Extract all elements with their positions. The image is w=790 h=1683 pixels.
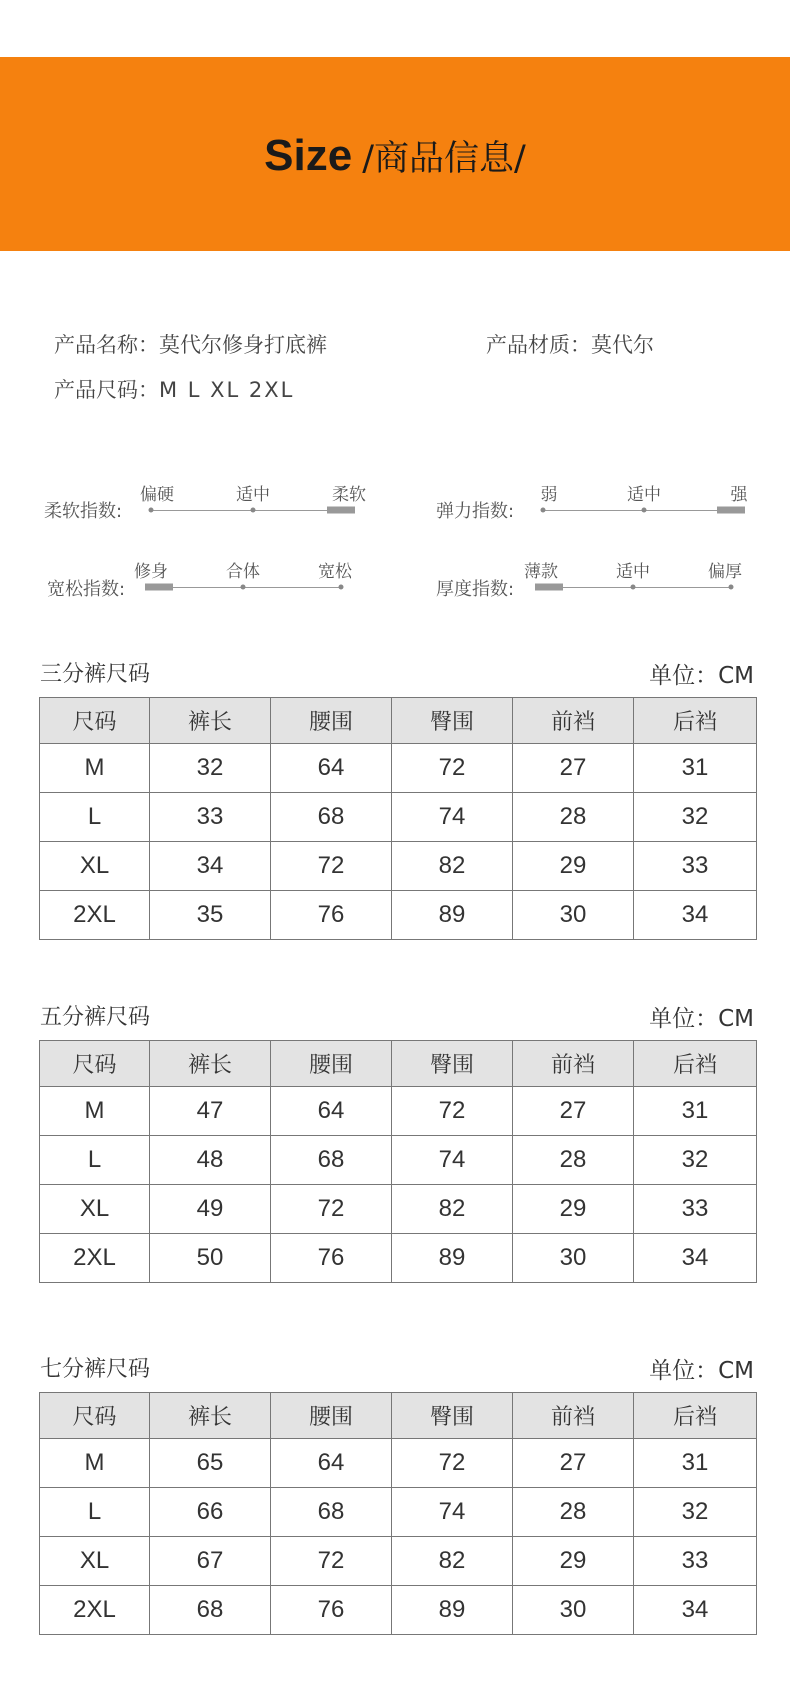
table-cell: 72	[271, 842, 392, 891]
index-option: 强	[730, 485, 748, 505]
table-header-cell: 后裆	[634, 698, 757, 744]
table-cell: 72	[271, 1185, 392, 1234]
table-cell: 72	[271, 1537, 392, 1586]
index-option: 柔软	[332, 485, 366, 505]
table-header-cell: 前裆	[513, 1041, 634, 1087]
table-cell: 33	[150, 793, 271, 842]
table-cell: 31	[634, 1087, 757, 1136]
table-cell: XL	[40, 1185, 150, 1234]
table-header-cell: 裤长	[150, 1041, 271, 1087]
table-cell: 68	[150, 1586, 271, 1635]
table-header-cell: 尺码	[40, 1041, 150, 1087]
table-cell: 82	[392, 1537, 513, 1586]
table-row	[40, 1537, 757, 1586]
table-cell: 89	[392, 1234, 513, 1283]
index-selected-marker	[327, 507, 355, 514]
table-cell: 28	[513, 1488, 634, 1537]
table-header-cell: 尺码	[40, 698, 150, 744]
table-cell: 68	[271, 1136, 392, 1185]
table-cell: 76	[271, 891, 392, 940]
table-cell: 49	[150, 1185, 271, 1234]
product-name-value: 莫代尔修身打底裤	[159, 333, 327, 357]
index-option: 适中	[616, 562, 650, 582]
table-cell: 35	[150, 891, 271, 940]
size-table	[39, 1392, 757, 1635]
table-cell: 31	[634, 744, 757, 793]
table-header-row	[40, 698, 757, 744]
table-cell: 64	[271, 1439, 392, 1488]
table-header-cell: 腰围	[271, 698, 392, 744]
table-row	[40, 1234, 757, 1283]
table-cell: 34	[634, 1234, 757, 1283]
index-option: 修身	[134, 562, 168, 582]
table-cell: 27	[513, 1439, 634, 1488]
table-cell: 68	[271, 793, 392, 842]
table-cell: XL	[40, 1537, 150, 1586]
table-row	[40, 1087, 757, 1136]
table-cell: 28	[513, 793, 634, 842]
table-cell: 33	[634, 842, 757, 891]
table-header-cell: 臀围	[392, 1041, 513, 1087]
table-row	[40, 1439, 757, 1488]
index-selected-marker	[145, 584, 173, 591]
index-dot	[541, 508, 546, 513]
table-row	[40, 1586, 757, 1635]
table-header-row	[40, 1393, 757, 1439]
table-cell: 67	[150, 1537, 271, 1586]
table-cell: XL	[40, 842, 150, 891]
table-cell: 32	[634, 1488, 757, 1537]
index-label: 柔软指数:	[44, 501, 123, 522]
table-cell: 72	[392, 1439, 513, 1488]
table-cell: 34	[634, 891, 757, 940]
table-cell: 30	[513, 1234, 634, 1283]
table-cell: L	[40, 1136, 150, 1185]
product-name-label: 产品名称：	[54, 333, 159, 357]
index-option: 合体	[226, 562, 260, 582]
index-label: 宽松指数:	[47, 579, 126, 600]
table-cell: 27	[513, 1087, 634, 1136]
table-header-cell: 腰围	[271, 1393, 392, 1439]
table-header-cell: 裤长	[150, 1393, 271, 1439]
product-material-value: 莫代尔	[591, 333, 654, 357]
index-dot	[631, 585, 636, 590]
index-option: 偏硬	[140, 485, 174, 505]
table-cell: 48	[150, 1136, 271, 1185]
table-cell: 65	[150, 1439, 271, 1488]
index-option: 适中	[627, 485, 661, 505]
table-header-cell: 前裆	[513, 1393, 634, 1439]
table-header-cell: 后裆	[634, 1041, 757, 1087]
table-cell: 82	[392, 1185, 513, 1234]
table-cell: 89	[392, 1586, 513, 1635]
table-cell: 33	[634, 1185, 757, 1234]
index-selected-marker	[717, 507, 745, 514]
product-material	[486, 329, 654, 359]
table-title: 五分裤尺码	[40, 1005, 151, 1030]
table-cell: 74	[392, 793, 513, 842]
table-row	[40, 1185, 757, 1234]
table-cell: L	[40, 793, 150, 842]
table-cell: 64	[271, 744, 392, 793]
table-cell: 34	[150, 842, 271, 891]
table-title: 三分裤尺码	[40, 662, 151, 687]
table-cell: 47	[150, 1087, 271, 1136]
table-cell: 32	[634, 1136, 757, 1185]
table-cell: 89	[392, 891, 513, 940]
table-cell: M	[40, 744, 150, 793]
size-table	[39, 697, 757, 940]
table-unit: 单位：CM	[649, 663, 754, 689]
table-cell: 30	[513, 1586, 634, 1635]
title-en: Size	[264, 131, 353, 180]
table-cell: 29	[513, 1185, 634, 1234]
index-option: 适中	[236, 485, 270, 505]
table-cell: 2XL	[40, 1586, 150, 1635]
table-cell: L	[40, 1488, 150, 1537]
index-dot	[251, 508, 256, 513]
table-unit: 单位：CM	[649, 1006, 754, 1032]
index-dot	[339, 585, 344, 590]
table-row	[40, 793, 757, 842]
index-dot	[149, 508, 154, 513]
table-cell: M	[40, 1087, 150, 1136]
index-option: 偏厚	[708, 562, 742, 582]
index-option: 宽松	[318, 562, 352, 582]
title-cn: /商品信息/	[362, 139, 526, 179]
table-cell: 74	[392, 1488, 513, 1537]
table-cell: 76	[271, 1234, 392, 1283]
table-header-cell: 前裆	[513, 698, 634, 744]
table-cell: 2XL	[40, 891, 150, 940]
table-header-row	[40, 1041, 757, 1087]
table-cell: 27	[513, 744, 634, 793]
product-size	[54, 374, 294, 404]
table-cell: 29	[513, 1537, 634, 1586]
product-name	[54, 329, 327, 359]
table-cell: 33	[634, 1537, 757, 1586]
table-cell: 72	[392, 744, 513, 793]
table-row	[40, 1136, 757, 1185]
table-title: 七分裤尺码	[40, 1357, 151, 1382]
table-row	[40, 891, 757, 940]
product-material-label: 产品材质：	[486, 333, 591, 357]
index-option: 薄款	[524, 562, 558, 582]
table-cell: 50	[150, 1234, 271, 1283]
table-cell: 76	[271, 1586, 392, 1635]
table-cell: 82	[392, 842, 513, 891]
table-cell: 31	[634, 1439, 757, 1488]
size-table	[39, 1040, 757, 1283]
table-cell: 34	[634, 1586, 757, 1635]
table-cell: 30	[513, 891, 634, 940]
table-unit: 单位：CM	[649, 1358, 754, 1384]
product-size-label: 产品尺码：	[54, 378, 159, 402]
table-cell: 32	[634, 793, 757, 842]
table-cell: M	[40, 1439, 150, 1488]
index-dot	[729, 585, 734, 590]
table-row	[40, 744, 757, 793]
index-selected-marker	[535, 584, 563, 591]
index-dot	[241, 585, 246, 590]
product-size-value: M L XL 2XL	[159, 378, 295, 402]
table-cell: 72	[392, 1087, 513, 1136]
table-header-cell: 臀围	[392, 698, 513, 744]
table-cell: 32	[150, 744, 271, 793]
index-label: 厚度指数:	[436, 579, 515, 600]
table-header-cell: 后裆	[634, 1393, 757, 1439]
table-cell: 74	[392, 1136, 513, 1185]
table-cell: 68	[271, 1488, 392, 1537]
table-cell: 28	[513, 1136, 634, 1185]
index-label: 弹力指数:	[436, 501, 515, 522]
table-row	[40, 842, 757, 891]
table-cell: 64	[271, 1087, 392, 1136]
table-row	[40, 1488, 757, 1537]
table-cell: 2XL	[40, 1234, 150, 1283]
table-header-cell: 裤长	[150, 698, 271, 744]
table-cell: 29	[513, 842, 634, 891]
table-header-cell: 腰围	[271, 1041, 392, 1087]
table-header-cell: 尺码	[40, 1393, 150, 1439]
banner-title	[0, 131, 790, 181]
header-banner	[0, 57, 790, 251]
table-cell: 66	[150, 1488, 271, 1537]
index-option: 弱	[540, 485, 558, 505]
table-header-cell: 臀围	[392, 1393, 513, 1439]
index-dot	[642, 508, 647, 513]
